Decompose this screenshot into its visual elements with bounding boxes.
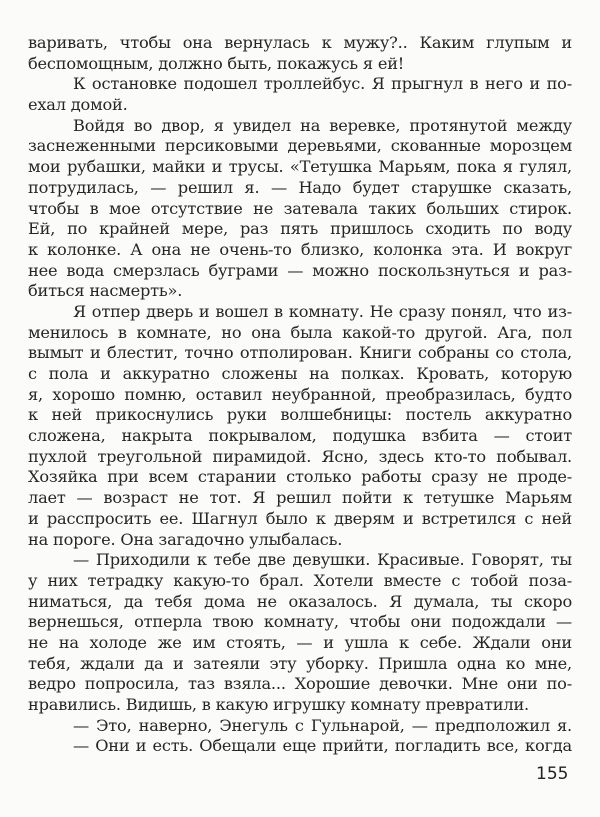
text-line: Хозяйка при всем старании столько работы сразу не проде- (28, 467, 572, 487)
text-line: менилось в комнате, но она была какой-то другой. Ага, пол (28, 322, 572, 342)
text-line: заснеженными персиковыми деревьями, скованные морозцем (28, 136, 572, 156)
text-line: у них тетрадку какую-то брал. Хотели вместе с тобой поза- (28, 570, 572, 590)
text-line: ехал домой. (28, 95, 128, 115)
text-line: — Это, наверно, Энегуль с Гульнарой, — предположил я. (73, 715, 572, 735)
text-line: нее вода смерзлась буграми — можно поскользнуться и раз- (28, 260, 572, 280)
text-line: Я отпер дверь и вошел в комнату. Не сразу понял, что из- (73, 301, 572, 321)
text-line: лает — возраст не тот. Я решил пойти к тетушке Марьям (28, 488, 572, 508)
text-line: нравились. Видишь, в какую игрушку комнату превратили. (28, 695, 529, 714)
text-line: биться насмерть». (28, 281, 183, 301)
text-line: Войдя во двор, я увидел на веревке, протянутой между (73, 115, 572, 135)
text-line: на пороге. Она загадочно улыбалась. (28, 529, 343, 549)
text-line: вернешься, отперла твою комнату, чтобы они подождали — (28, 612, 572, 632)
text-line: потрудилась, — решил я. — Надо будет старушке сказать, (28, 177, 572, 197)
text-line: не на холоде же им стоять, — и ушла к себе. Ждали они (28, 632, 572, 652)
text-line: чтобы в мое отсутствие не затевала таких больших стирок. (28, 198, 572, 218)
text-line: Ей, по крайней мере, раз пять пришлось сходить по воду (28, 219, 572, 239)
text-line: ведро попросила, таз взяла... Хорошие девочки. Мне они по- (28, 674, 572, 694)
text-line: К остановке подошел троллейбус. Я прыгнул в него и по- (73, 74, 572, 94)
text-line: — Приходили к тебе две девушки. Красивые. Говорят, ты (73, 550, 572, 570)
text-line: сложена, накрыта покрывалом, подушка взбита — стоит (28, 426, 572, 446)
text-line: варивать, чтобы она вернулась к мужу?.. Каким глупым и (28, 33, 572, 52)
text-line: с пола и аккуратно сложены на полках. Кровать, которую (28, 364, 572, 383)
text-line: мои рубашки, майки и трусы. «Тетушка Марьям, пока я гулял, (28, 157, 572, 177)
text-line: беспомощным, должно быть, покажусь я ей! (28, 53, 405, 73)
page-number: 155 (536, 764, 569, 784)
page-body (28, 33, 572, 757)
text-line: пухлой треугольной пирамидой. Ясно, здесь кто-то побывал. (28, 446, 572, 466)
text-line: к колонке. А она не очень-то близко, колонка эта. И вокруг (28, 239, 572, 259)
text-line: и расспросить ее. Шагнул было к дверям и встретился с ней (28, 508, 572, 528)
text-line: я, хорошо помню, оставил неубранной, преобразилась, будто (28, 384, 572, 404)
text-line: к ней прикоснулись руки волшебницы: постель аккуратно (28, 405, 572, 425)
text-line: ниматься, да тебя дома не оказалось. Я думала, ты скоро (28, 591, 572, 611)
text-line: вымыт и блестит, точно отполирован. Книги собраны со стола, (28, 343, 572, 363)
text-line: — Они и есть. Обещали еще прийти, погладить все, когда (73, 736, 572, 756)
text-line: тебя, ждали да и затеяли эту уборку. Пришла одна ко мне, (28, 653, 572, 673)
